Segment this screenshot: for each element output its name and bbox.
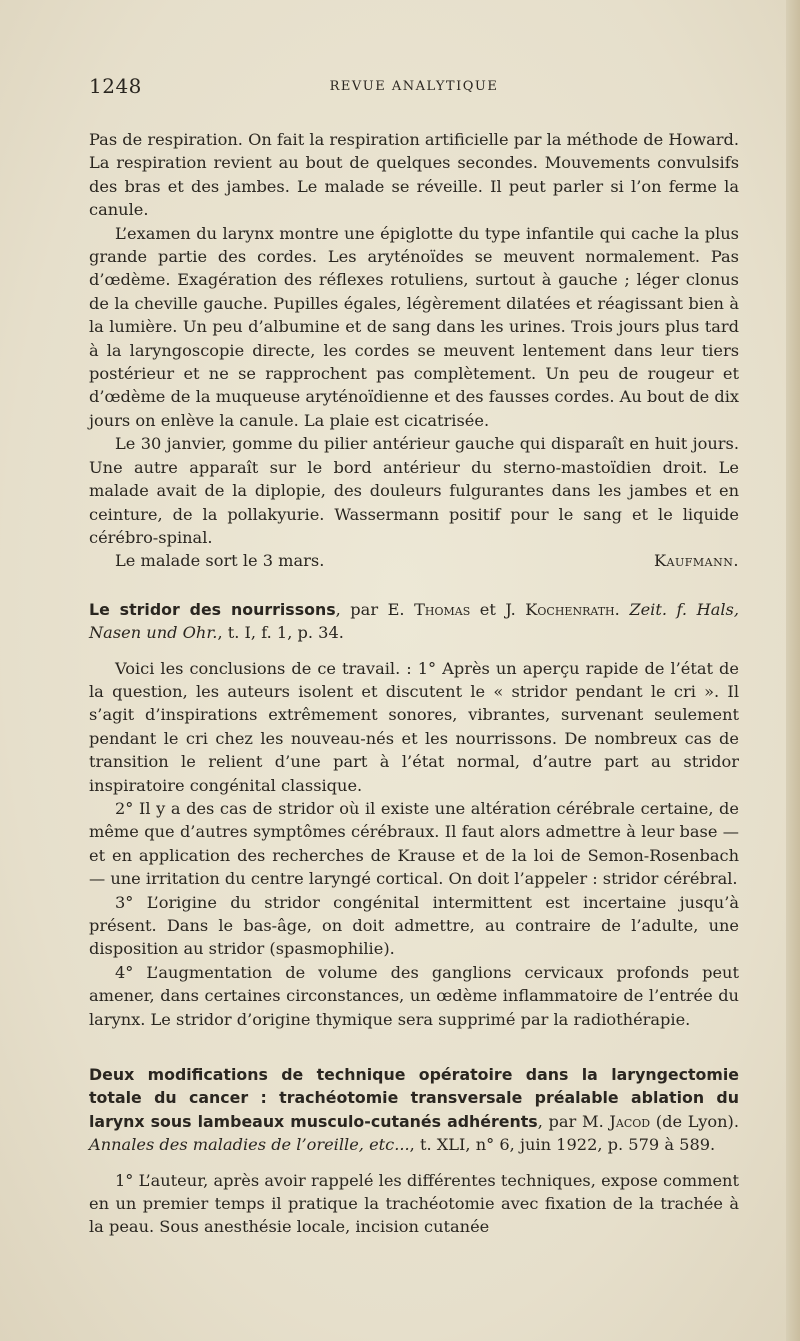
page-number: 1248	[89, 74, 142, 98]
running-head	[89, 70, 739, 102]
paragraph: 1° L’auteur, après avoir rappelé les différentes techniques, expose comment en un premier temps il pratique la trachéotomie avec fixation de la trachée à la peau. Sous anesthésie locale, incision cutanée	[89, 1170, 739, 1237]
article-heading: Le stridor des nourrissons, par E. Thomas et J. Kochenrath. Zeit. f. Hals, Nasen und Ohr., t. I, f. 1, p. 34.	[89, 599, 740, 643]
closing-line	[89, 549, 739, 572]
paragraph: Pas de respiration. On fait la respiration artificielle par la méthode de Howard. La respiration revient au bout de quelques secondes. Mouvements convulsifs des bras et des jambes. Le malade se réveille. Il peut parler si l’on ferme la canule.	[89, 130, 739, 220]
article-kaufmann-continued	[89, 128, 739, 573]
paragraph: L’examen du larynx montre une épiglotte du type infantile qui cache la plus grande partie des cordes. Les aryténoïdes se meuvent normalement. Pas d’œdème. Exagération des réflexes rotuliens, surtout à gauche ; léger clonus de la cheville gauche. Pupilles égales, légèrement dilatées et réagissant bien à la lumière. Un peu d’albumine et de sang dans les urines. Trois jours plus tard à la laryngoscopie directe, les cordes se meuvent lentement dans leur tiers postérieur et ne se rapprochent pas complètement. Un peu de rougeur et d’œdème de la muqueuse aryténoïdienne et des fausses cordes. Au bout de dix jours on enlève la canule. La plaie est cicatrisée.	[89, 223, 739, 430]
running-title: REVUE ANALYTIQUE	[329, 79, 499, 94]
author-name: Kochenrath	[525, 599, 615, 619]
paragraph: 4° L’augmentation de volume des ganglions cervicaux profonds peut amener, dans certaines circonstances, un œdème inflammatoire de l’entrée du larynx. Le stridor d’origine thymique sera supprimé par la radiothérapie.	[89, 962, 739, 1029]
article-title: Deux modifications de technique opératoire dans la laryngectomie totale du cancer : trachéotomie transversale préalable ablation du larynx sous lambeaux musculo-cutanés adhérents	[89, 1065, 739, 1131]
author-name: Jacod	[609, 1111, 651, 1131]
article-heading: Deux modifications de technique opératoire dans la laryngectomie totale du cancer : trachéotomie transversale préalable ablation du larynx sous lambeaux musculo-cutanés adhérents, par M. Jacod (de Lyon). Annales des maladies de l’oreille, etc..., t. XLI, n° 6, juin 1922, p. 579 à 589.	[89, 1065, 739, 1155]
citation: , t. XLI, n° 6, juin 1922, p. 579 à 589.	[409, 1135, 716, 1155]
book-page	[89, 70, 739, 1239]
reviewer-signature: Kaufmann.	[653, 551, 739, 571]
paragraph: 3° L’origine du stridor congénital intermittent est incertaine jusqu’à présent. Dans le bas-âge, on doit admettre, au contraire de l’adulte, une disposition au stridor (spasmophilie).	[89, 892, 739, 959]
page-edge-shadow	[786, 0, 800, 1341]
paragraph: Le 30 janvier, gomme du pilier antérieur gauche qui disparaît en huit jours. Une autre apparaît sur le bord antérieur du sterno-mastoïdien droit. Le malade avait de la diplopie, des douleurs fulgurantes dans les jambes et en ceinture, de la pollakyurie. Wassermann positif pour le sang et le liquide cérébro-spinal.	[89, 434, 739, 547]
journal-name: Zeit. f. Hals, Nasen und Ohr.	[89, 599, 740, 643]
paragraph: 2° Il y a des cas de stridor où il existe une altération cérébrale certaine, de même que d’autres symptômes cérébraux. Il faut alors admettre à leur base — et en application des recherches de Krause et de la loi de Semon-Rosenbach — une irritation du centre laryngé cortical. On doit l’appeler : stridor cérébral.	[89, 798, 739, 889]
article-title: Le stridor des nourrissons	[89, 599, 336, 619]
author-name: Thomas	[414, 599, 471, 619]
closing-text: Le malade sort le 3 mars.	[115, 551, 325, 571]
paragraph: Voici les conclusions de ce travail. : 1° Après un aperçu rapide de l’état de la question, les auteurs isolent et discutent le « stridor pendant le cri ». Il s’agit d’inspirations extrêmement sonores, vibrantes, survenant seulement pendant le cri chez les nouveau-nés et les nourrissons. De nombreux cas de transition le relient d’une part à l’état normal, d’autre part au stridor inspiratoire congénital classique.	[89, 658, 739, 795]
journal-name: Annales des maladies de l’oreille, etc...	[89, 1135, 410, 1155]
citation: , t. I, f. 1, p. 34.	[217, 623, 344, 643]
article-laryngectomie	[89, 1063, 739, 1239]
article-stridor	[89, 598, 739, 1031]
